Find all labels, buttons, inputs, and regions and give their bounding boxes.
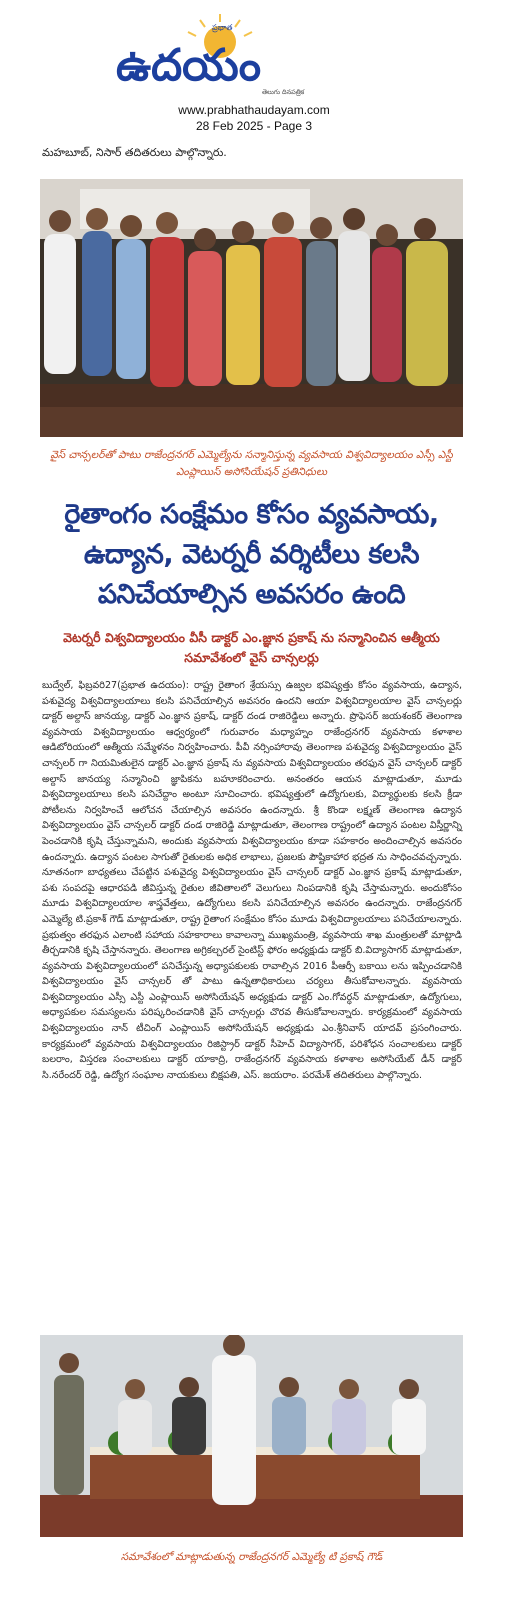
masthead — [0, 0, 508, 133]
logo-tagline: తెలుగు దినపత్రిక — [262, 88, 305, 96]
issue-date-page: 28 Feb 2025 - Page 3 — [195, 119, 313, 133]
speaker-figure — [212, 1335, 256, 1505]
logo-small-top: ప్రభాత — [212, 23, 233, 32]
article-body: బుద్వేల్, ఫిబ్రవరి27(ప్రభాత ఉదయం): రాష్ట్ర రైతాంగ శ్రేయస్సు ఉజ్వల భవిష్యత్తు కోసం వ్యవసాయ, ఉద్యాన, పశువైద్య విశ్వవిద్యాలయాలు కలసి పనిచేయాల్సిన అవసరం ఉందని ఆయా విశ్వవిద్యాలయాల వైస్ చాన్సలర్లు డాక్టర్ అల్దాస్ జానయ్య, డాక్టర్ ఎం.జ్ఞాన ప్రకాష్, డాక్టర్ దండ రాజిరెడ్డిలు అన్నారు. ప్రొఫెసర్ జయశంకర్ తెలంగాణ వ్యవసాయ విశ్వవిద్యాలయం ఆధ్వర్యంలో గురువారం మధ్యాహ్నం రాజేంద్రనగర్ వ్యవసాయ కళాశాల ఆడిటోరియంలో ఆత్మీయ సమ్మేళనం నిర్వహించారు. పీవీ నర్సింహారావు తెలంగాణ పశువైద్య విశ్వవిద్యాలయం వైస్ చాన్సలర్ గా నియమితులైన డాక్టర్ ఎం.జ్ఞాన ప్రకాష్ ను వ్యవసాయ విశ్వవిద్యాలయం తరఫున వైస్ చాన్సలర్ డాక్టర్ అల్దాస్ జానయ్య సన్మానించి జ్ఞాపికను బహూకరించారు. అనంతరం ఆయన మాట్లాడుతూ, మూడు విశ్వవిద్యాలయాలు కలసి పనిచేద్దాం అంటూ సూచించారు. భవిష్యత్తులో ఉద్యోగులకు, విద్యార్థులకు కలసి క్రీడా పోటీలను నిర్వహించే ఆలోచన చేయాల్సిన అవసరం ఉందన్నారు. శ్రీ కొండా లక్ష్మణ్ తెలంగాణ ఉద్యాన విశ్వవిద్యాలయం వైస్ చాన్సలర్ డాక్టర్ దండ రాజిరెడ్డి మాట్లాడుతూ, తెలంగాణ రాష్ట్రంలో ఉద్యాన పంటల విస్తీర్ణాన్ని పెంచడానికి కృషి చేస్తున్నామని, అందుకు వ్యవసాయ విశ్వవిద్యాలయం కూడా సహకారం అందించాల్సిన అవసరం ఉందన్నారు. ఉద్యాన పంటల సాగుతో రైతులకు అధిక లాభాలు, ప్రజలకు పౌష్టికాహార భద్రత ను సాధించవచ్చన్నారు. నూతనంగా బాధ్యతలు చేపట్టిన పశువైద్య విశ్వవిద్యాలయం వైస్ చాన్సలర్ డాక్టర్ ఎం.జ్ఞాన ప్రకాష్ మాట్లాడుతూ, పశు సంపదపై ఆధారపడి జీవిస్తున్న రైతుల జీవితాలలో వెలుగులు నింపడానికి కృషి చేస్తామన్నారు. అందుకోసం మూడు విశ్వవిద్యాలయాల శాస్త్రవేత్తలు, ఉద్యోగులు కలసి పనిచేయాల్సిన అవసరం ఉందన్నారు. రాజేంద్రనగర్ ఎమ్మెల్యే టి.ప్రకాశ్ గౌడ్ మాట్లాడుతూ, రాష్ట్ర రైతాంగ సంక్షేమం కోసం మూడు విశ్వవిద్యాలయాలు పనిచేయాలన్నారు. ప్రభుత్వం తరఫున ఎలాంటి సహాయ సహకారాలు కావాలన్నా ముఖ్యమంత్రి, వ్యవసాయ శాఖ మంత్రులతో మాట్లాడి తీర్చడానికి కృషి చేస్తానన్నారు. తెలంగాణ అగ్రికల్చరల్ సైంటిస్ట్ ఫోరం అధ్యక్షుడు డాక్టర్ బి.విద్యాసాగర్ మాట్లాడుతూ, వ్యవసాయ విశ్వవిద్యాలయంలో పనిచేస్తున్న అధ్యాపకులకు రావాల్సిన 2016 పీఆర్సీ బకాయి లను ఇప్పించడానికి విశ్వవిద్యాలయం వైస్ చాన్సలర్ తో పాటు ఉన్నతాధికారులు చర్యలు తీసుకోవాలన్నారు. వ్యవసాయ విశ్వవిద్యాలయం ఎస్సీ ఎస్టీ ఎంప్లాయిస్ అసోసియేషన్ అధ్యక్షుడు డాక్టర్ ఎం.గోవర్ధన్ మాట్లాడుతూ, ఉద్యోగులు, అధ్యాపకుల సమస్యలను పరిష్కరించడానికి వైస్ చాన్సలర్లు చొరవ తీసుకోవాలన్నారు. కార్యక్రమంలో వ్యవసాయ విశ్వవిద్యాలయం నాన్ టీచింగ్ ఎంప్లాయిస్ అసోసియేషన్ అధ్యక్షుడు ఎం.శ్రీనివాస్ యాదవ్ ప్రసంగించారు. కార్యక్రమంలో వ్యవసాయ విశ్వవిద్యాలయం రిజిస్ట్రార్ డాక్టర్ సీహెచ్ విద్యాసాగర్, పరిశోధన సంచాలకులు డాక్టర్ బలరాం, విస్తరణ సంచాలకులు డాక్టర్ యాకాద్రి, రాజేంద్రనగర్ వ్యవసాయ కళాశాల అసోసియేట్ డీన్ డాక్టర్ సి.నరేందర్ రెడ్డి, ఉద్యోగ సంఘాల నాయకులు బిక్షపతి, ఎస్. జయరాం. పరమేశ్ తదితరులు పాల్గొన్నారు. — [42, 680, 462, 1081]
site-url[interactable]: www.prabhathaudayam.com — [178, 103, 330, 117]
photo-caption: సమావేశంలో మాట్లాడుతున్న రాజేంద్రనగర్ ఎమ్మెల్యే టి ప్రకాష్ గౌడ్ — [120, 1551, 383, 1563]
speaker-photo-illustration — [40, 1335, 463, 1537]
photo-caption: వైస్ చాన్సలర్‌తో పాటు రాజేంద్రనగర్ ఎమ్మెల్యేను సన్మానిస్తున్న వ్యవసాయ విశ్వవిద్యాలయం ఎస్సీ ఎస్టీ ఎంప్లాయిస్ అసోసియేషన్ ప్రతినిధులు — [50, 449, 453, 478]
logo-wordmark: ఉదయం — [116, 40, 262, 91]
group-felicitation-photo — [40, 179, 463, 437]
article-subheadline: వెటర్నరీ విశ్వవిద్యాలయం వీసీ డాక్టర్ ఎం.జ్ఞాన ప్రకాష్ ను సన్మానించిన ఆత్మీయ సమావేశంలో వైస్ చాన్సలర్లు — [63, 630, 440, 665]
newspaper-logo — [112, 12, 327, 97]
article-headline: రైతాంగం సంక్షేమం కోసం వ్యవసాయ, ఉద్యాన, వెటర్నరీ వర్శిటీలు కలసి పనిచేయాల్సిన అవసరం ఉంది — [64, 499, 439, 610]
speaker-photo — [40, 1335, 463, 1537]
continued-text: మహబూబ్, నిసార్ తదితరులు పాల్గొన్నారు. — [42, 146, 227, 159]
group-photo-illustration — [40, 179, 463, 437]
